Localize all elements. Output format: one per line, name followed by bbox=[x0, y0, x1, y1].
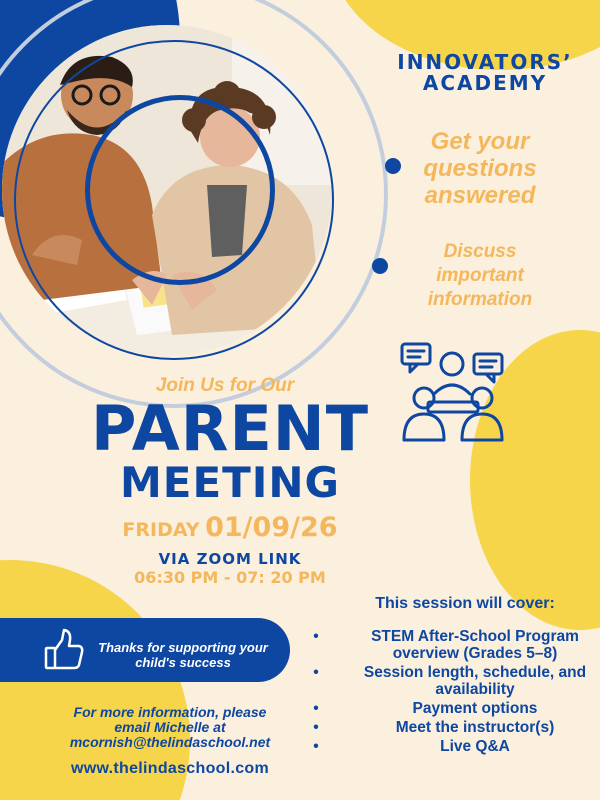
event-location: VIA ZOOM LINK bbox=[158, 550, 302, 568]
session-heading: This session will cover: bbox=[375, 595, 555, 612]
contact-info bbox=[40, 705, 300, 750]
event-date-line bbox=[60, 512, 400, 543]
academy-name: INNOVATORS’ ACADEMY bbox=[397, 50, 573, 95]
session-topic-item: • Payment options bbox=[313, 700, 538, 717]
join-us-text: Join Us for Our bbox=[155, 375, 295, 396]
session-topic-item: • Session length, schedule, and availability bbox=[313, 664, 587, 698]
contact-line-1: For more information, please bbox=[73, 704, 267, 720]
thumbs-up-icon bbox=[44, 628, 84, 672]
session-topic-item: • Live Q&A bbox=[313, 738, 510, 755]
title-meeting: MEETING bbox=[119, 458, 341, 507]
contact-line-2: email Michelle at bbox=[114, 719, 226, 735]
event-day: FRIDAY bbox=[122, 519, 200, 541]
feature-discuss: Discuss important information bbox=[427, 241, 533, 310]
contact-email[interactable]: mcornish@thelindaschool.net bbox=[69, 734, 271, 750]
event-date: 01/09/26 bbox=[205, 512, 338, 543]
session-topics-list bbox=[310, 628, 600, 757]
title-parent: PARENT bbox=[90, 392, 369, 465]
group-meeting-icon bbox=[398, 340, 508, 446]
session-topic-item: • Meet the instructor(s) bbox=[313, 719, 555, 736]
event-time: 06:30 PM - 07: 20 PM bbox=[134, 568, 326, 587]
website-link[interactable]: www.thelindaschool.com bbox=[70, 760, 270, 777]
feature-bullet-1 bbox=[385, 158, 401, 174]
feature-bullet-2 bbox=[372, 258, 388, 274]
session-topic-item: • STEM After-School Program overview (Grades 5–8) bbox=[313, 628, 579, 662]
thanks-text: Thanks for supporting your child's success bbox=[98, 640, 268, 670]
feature-questions: Get your questions answered bbox=[423, 128, 537, 209]
decorative-ring-small bbox=[85, 95, 275, 285]
